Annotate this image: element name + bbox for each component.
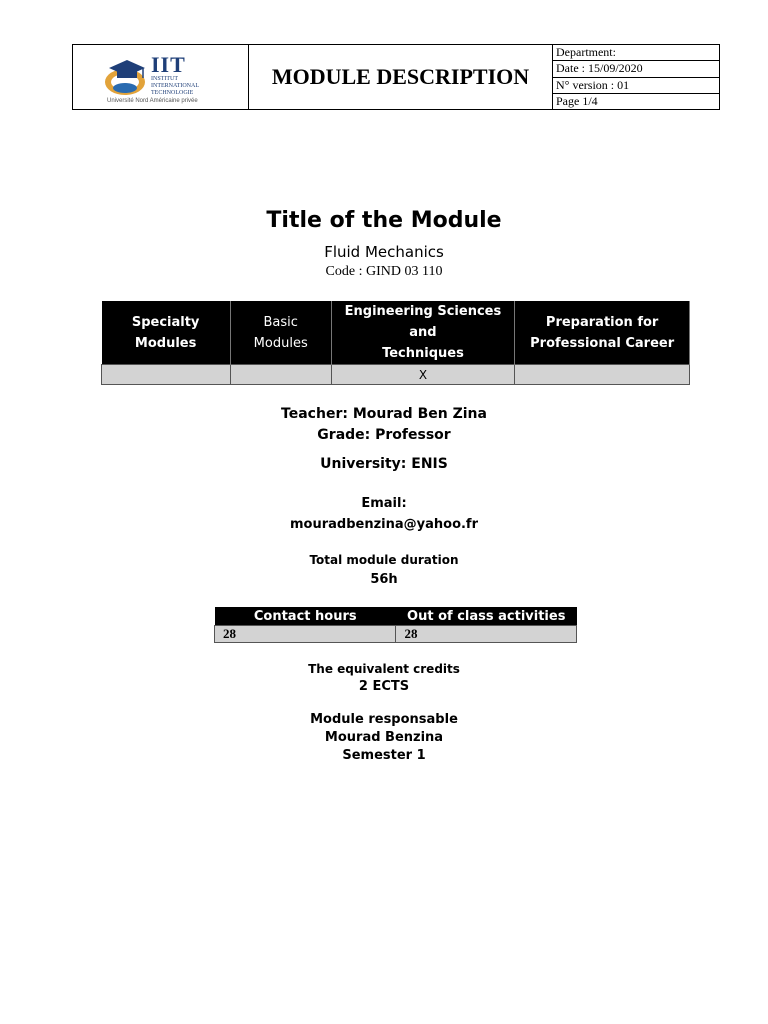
credits-value: 2 ECTS [358,679,410,694]
email-value: mouradbenzina@yahoo.fr [289,517,479,532]
iit-logo [103,54,223,104]
module-code: Code : GIND 03 110 [325,264,443,279]
module-heading: Title of the Module [266,208,502,233]
logo-line-3: TECHNOLOGIE [151,90,194,96]
hours-table [214,607,577,643]
semester-line: Semester 1 [342,748,426,763]
meta-cell [553,45,719,109]
category-mark-specialty [102,365,231,385]
email-label: Email: [361,496,407,511]
logo-cell [73,45,249,109]
module-category-table [101,301,690,385]
category-header-engineering: Engineering Sciences and Techniques [331,301,515,365]
document-header [72,44,720,110]
category-mark-engineering: X [331,365,515,385]
category-header-specialty: Specialty Modules [102,301,231,365]
teacher-line: Teacher: Mourad Ben Zina [281,406,487,422]
category-header-basic: Basic Modules [230,301,331,365]
duration-label: Total module duration [309,553,459,567]
category-mark-basic [230,365,331,385]
logo-line-2: INTERNATIONAL [151,83,199,89]
logo-name: IIT [151,52,186,77]
graduation-cap-icon [103,54,149,98]
credits-label: The equivalent credits [308,662,460,676]
out-of-class-header: Out of class activities [396,607,577,626]
logo-line-1: INSTITUT [151,76,178,82]
category-mark-professional [515,365,690,385]
responsible-name: Mourad Benzina [324,730,444,745]
duration-value: 56h [370,572,398,587]
university-line: University: ENIS [320,456,448,472]
date-field: Date : 15/09/2020 [553,61,719,77]
page-field: Page 1/4 [556,93,598,108]
logo-tagline: Université Nord Américaine privée [107,98,198,104]
category-header-professional: Preparation for Professional Career [515,301,690,365]
contact-hours-header: Contact hours [215,607,396,626]
responsible-label: Module responsable [310,712,458,727]
version-field: N° version : 01 [553,78,719,94]
grade-line: Grade: Professor [317,427,451,443]
out-of-class-value: 28 [396,626,577,643]
module-name: Fluid Mechanics [324,243,444,261]
document-title: MODULE DESCRIPTION [249,45,553,109]
contact-hours-value: 28 [215,626,396,643]
department-field: Department: [553,45,719,61]
